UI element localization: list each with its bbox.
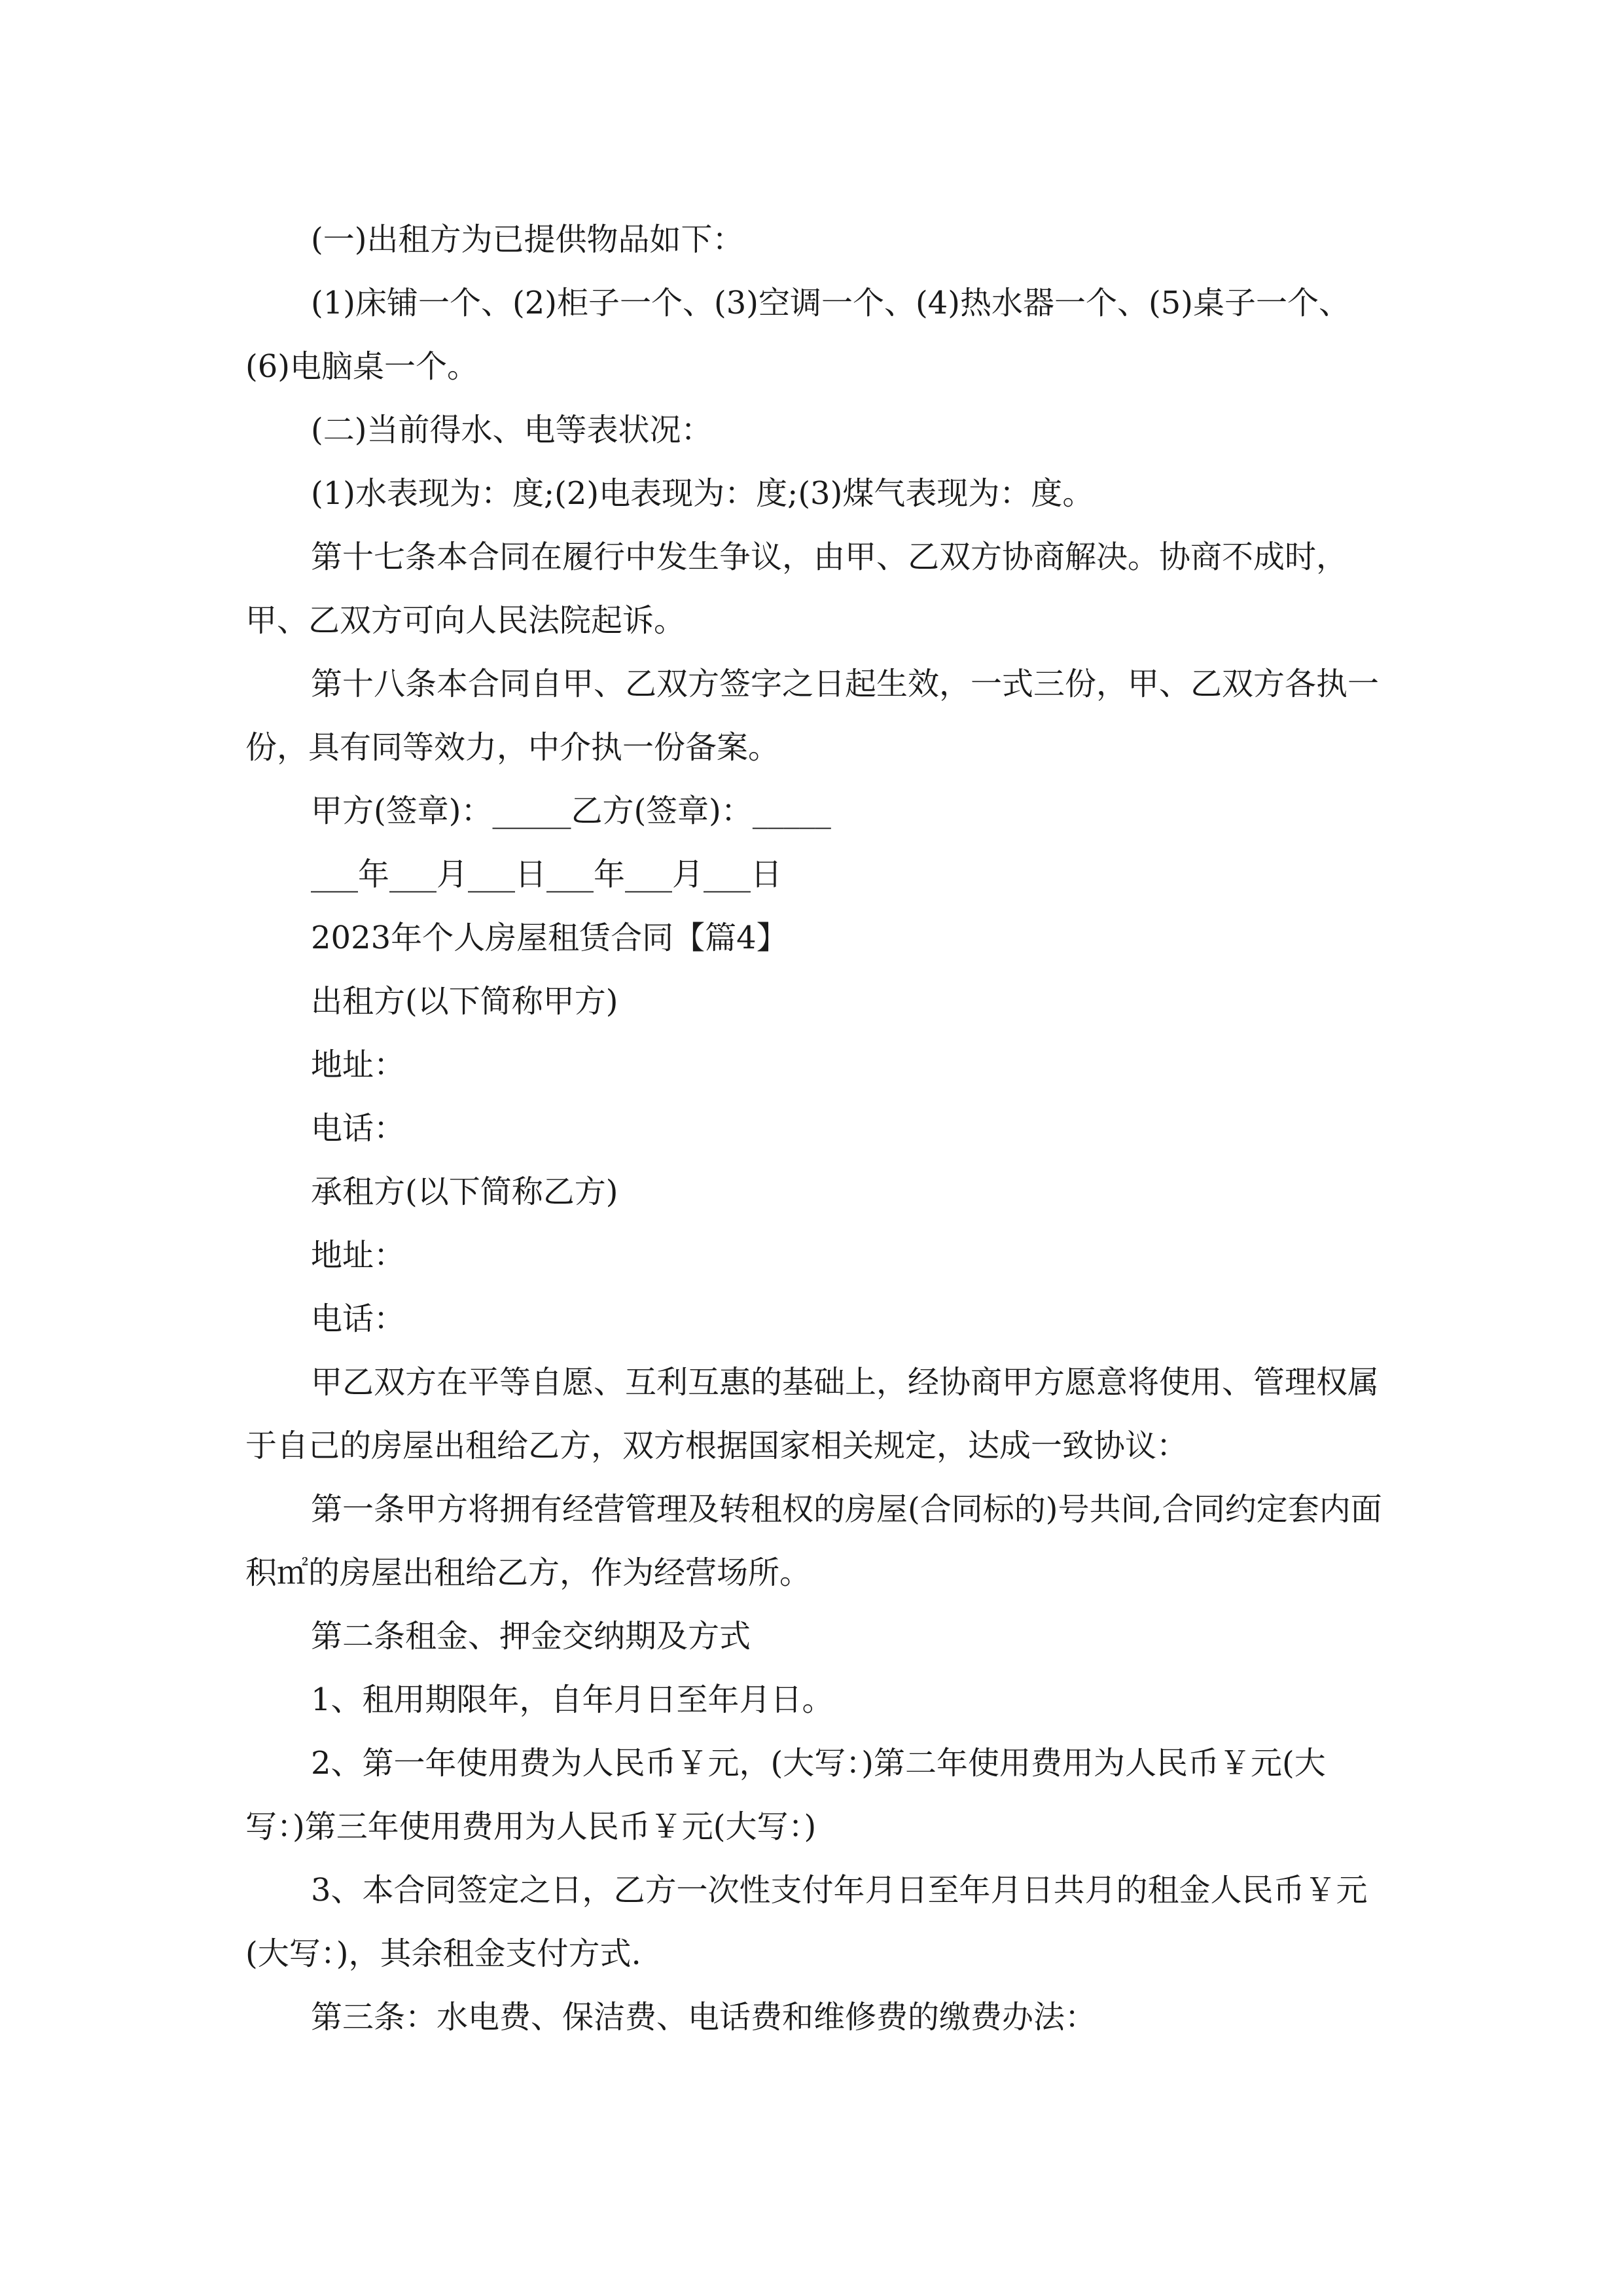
lessee-label: 承租方(以下简称乙方) xyxy=(311,1174,618,1210)
lessee-address: 地址： xyxy=(311,1237,406,1274)
lessor-label: 出租方(以下简称甲方) xyxy=(311,983,618,1020)
paragraph-agreement-intro: 甲乙双方在平等自愿、互利互惠的基础上，经协商甲方愿意将使用、管理权属于自己的房屋出租给乙方，双方根据国家相关规定，达成一致协议： xyxy=(245,1364,1380,1464)
paragraph-signatures: 甲方(签章)：_____乙方(签章)：_____ xyxy=(311,793,831,829)
contract-title: 2023年个人房屋租赁合同【篇4】 xyxy=(311,920,788,956)
lessor-address: 地址： xyxy=(311,1047,406,1083)
paragraph-article-2-item-2: 2、第一年使用费为人民币￥元，(大写：)第二年使用费用为人民币￥元(大写：)第三年使用费用为人民币￥元(大写：) xyxy=(245,1745,1326,1845)
lessee-phone: 电话： xyxy=(311,1300,406,1337)
paragraph-article-2-item-3: 3、本合同签定之日，乙方一次性支付年月日至年月日共月的租金人民币￥元(大写：)，其余租金支付方式. xyxy=(245,1872,1368,1972)
paragraph-article-3-heading: 第三条：水电费、保洁费、电话费和维修费的缴费办法： xyxy=(311,1999,1097,2036)
paragraph-article-2-item-1: 1、租用期限年，自年月日至年月日。 xyxy=(311,1681,834,1718)
paragraph-article-18: 第十八条本合同自甲、乙双方签字之日起生效，一式三份，甲、乙双方各执一份，具有同等效力，中介执一份备案。 xyxy=(245,666,1380,766)
document-body xyxy=(245,208,1384,2049)
paragraph-article-2-heading: 第二条租金、押金交纳期及方式 xyxy=(311,1618,751,1655)
lessor-phone: 电话： xyxy=(311,1110,406,1147)
paragraph-meter-readings: (1)水表现为：度;(2)电表现为：度;(3)煤气表现为：度。 xyxy=(311,475,1094,512)
paragraph-article-1: 第一条甲方将拥有经营管理及转租权的房屋(合同标的)号共间,合同约定套内面积㎡的房屋出租给乙方，作为经营场所。 xyxy=(245,1491,1382,1591)
paragraph-article-17: 第十七条本合同在履行中发生争议，由甲、乙双方协商解决。协商不成时，甲、乙双方可向人民法院起诉。 xyxy=(245,539,1348,639)
paragraph-sign-dates: ___年___月___日___年___月___日 xyxy=(311,856,783,893)
paragraph-provided-items-list: (1)床铺一个、(2)柜子一个、(3)空调一个、(4)热水器一个、(5)桌子一个、(6)电脑桌一个。 xyxy=(245,285,1350,385)
paragraph-meter-status-heading: (二)当前得水、电等表状况： xyxy=(311,412,713,448)
paragraph-provided-items-heading: (一)出租方为已提供物品如下： xyxy=(311,221,744,258)
